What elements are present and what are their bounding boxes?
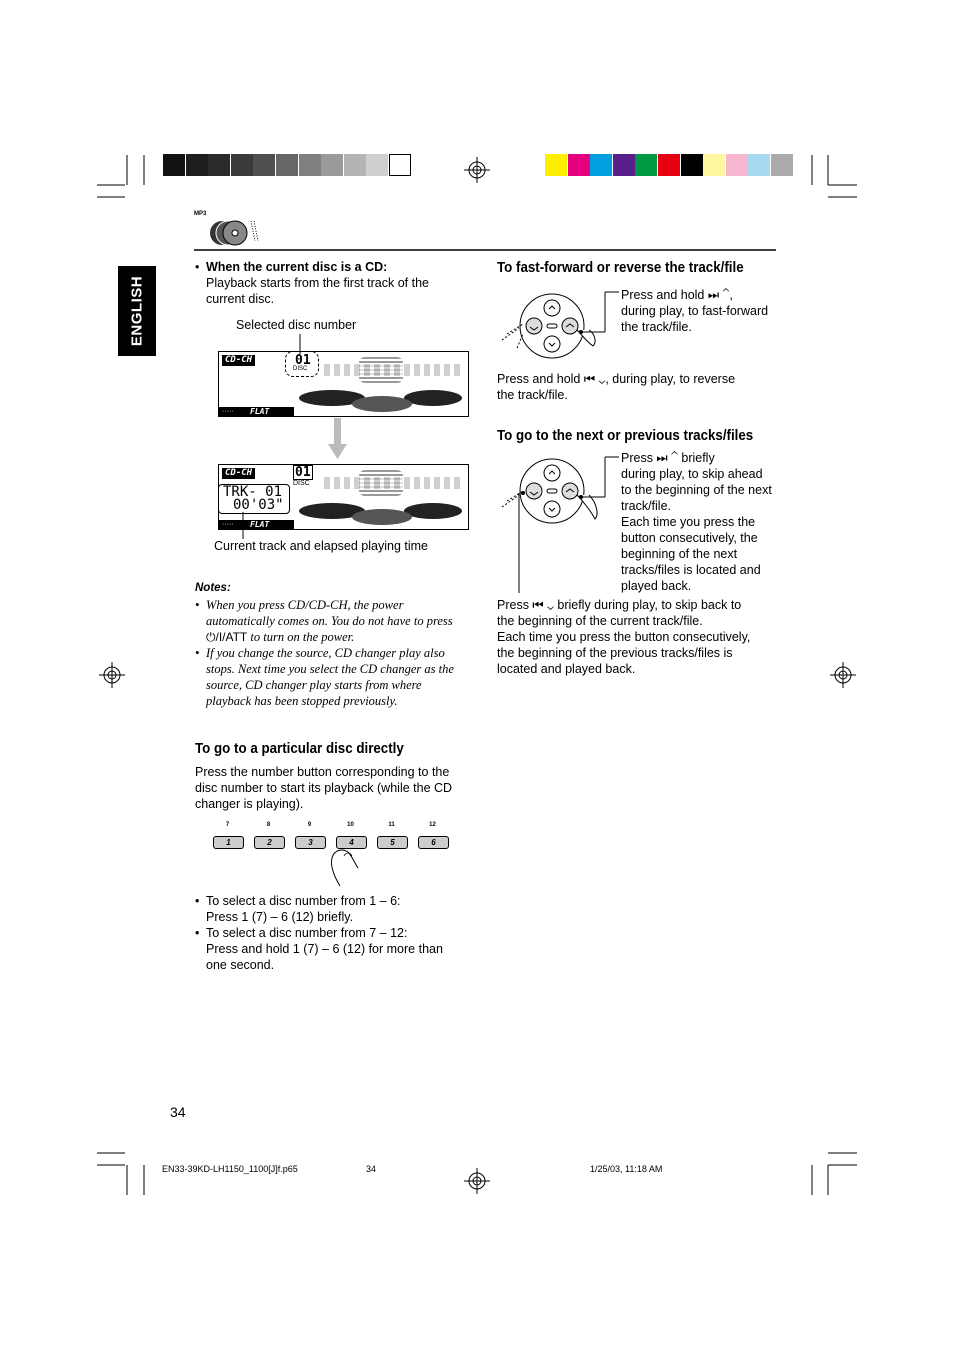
bullet-line: Press 1 (7) – 6 (12) briefly. xyxy=(206,910,354,924)
mp3-badge: MP3 xyxy=(194,211,207,217)
mp3-disc-icon xyxy=(194,211,264,247)
prev-line: the beginning of the current track/file. xyxy=(497,614,703,628)
prev-line: Each time you press the button consecutively, xyxy=(497,630,751,644)
color-swatch xyxy=(163,154,185,176)
color-swatch xyxy=(726,154,748,176)
bullet-line: To select a disc number from 1 – 6: xyxy=(206,894,401,908)
color-swatch xyxy=(389,154,411,176)
button-alt-number: 10 xyxy=(347,822,354,828)
source-indicator: CD-CH xyxy=(222,468,255,479)
rev-line: the track/file. xyxy=(497,388,568,402)
disc-number: 01 xyxy=(295,465,311,480)
selected-disc-label: Selected disc number xyxy=(236,318,357,332)
button-alt-number: 8 xyxy=(266,822,271,828)
source-indicator: CD-CH xyxy=(222,355,255,366)
color-swatch xyxy=(681,154,703,176)
cd-bullet-title: When the current disc is a CD: xyxy=(206,260,388,274)
color-swatch xyxy=(321,154,343,176)
color-swatch xyxy=(613,154,635,176)
note-line: stops. Next time you select the CD changer as the xyxy=(206,662,454,676)
note-line: automatically comes on. You do not have to press xyxy=(206,614,453,628)
note-line: If you change the source, CD changer play also xyxy=(206,646,445,660)
number-button-3[interactable]: 3 xyxy=(295,836,326,849)
current-track-label: Current track and elapsed playing time xyxy=(214,539,429,553)
next-prev-heading: To go to the next or previous tracks/files xyxy=(497,428,754,444)
color-swatch xyxy=(635,154,657,176)
footer-file: EN33-39KD-LH1150_1100[J]f.p65 xyxy=(162,1164,298,1174)
ff-callout-line: Press and hold ⏭ ⌃, xyxy=(621,288,733,302)
cd-bullet-line: current disc. xyxy=(206,292,275,306)
color-swatch xyxy=(208,154,230,176)
eq-indicator: FLAT xyxy=(247,520,272,529)
color-swatch xyxy=(344,154,366,176)
disc-number: 01 xyxy=(295,353,311,368)
color-swatch xyxy=(231,154,253,176)
color-swatch xyxy=(748,154,770,176)
bullet-line: To select a disc number from 7 – 12: xyxy=(206,926,408,940)
button-alt-number: 11 xyxy=(388,822,395,828)
language-tab xyxy=(118,266,156,356)
next-callout-line: during play, to skip ahead xyxy=(621,467,763,481)
button-alt-number: 7 xyxy=(225,822,230,828)
next-callout-line: button consecutively, the xyxy=(621,531,758,545)
disc-direct-heading: To go to a particular disc directly xyxy=(195,741,404,757)
next-callout-line: played back. xyxy=(621,579,692,593)
eq-indicator: FLAT xyxy=(247,407,272,416)
note-line: When you press CD/CD-CH, the power xyxy=(206,598,404,612)
number-button-5[interactable]: 5 xyxy=(377,836,408,849)
prev-line: Press ⏮ ⌄ briefly during play, to skip back to xyxy=(497,598,742,612)
color-swatch xyxy=(299,154,321,176)
next-callout-line: Each time you press the xyxy=(621,515,756,529)
disc-direct-line: changer is playing). xyxy=(195,797,304,811)
prev-line: the beginning of the previous tracks/files is xyxy=(497,646,733,660)
color-swatch xyxy=(186,154,208,176)
elapsed-time: 00'03" xyxy=(233,497,284,513)
cd-bullet-line: Playback starts from the first track of the xyxy=(206,276,429,290)
note-line: to turn on the power. xyxy=(250,630,355,644)
color-swatch xyxy=(590,154,612,176)
prev-line: located and played back. xyxy=(497,662,636,676)
number-button-6[interactable]: 6 xyxy=(418,836,449,849)
next-callout-line: beginning of the next xyxy=(621,547,738,561)
number-button-1[interactable]: 1 xyxy=(213,836,244,849)
lcd-dots: ····· xyxy=(219,520,294,529)
bullet-line: Press and hold 1 (7) – 6 (12) for more than xyxy=(206,942,443,956)
disc-direct-line: Press the number button corresponding to the xyxy=(195,765,450,779)
ff-callout-line: during play, to fast-forward xyxy=(621,304,769,318)
control-pad-diagram-skip xyxy=(497,455,622,595)
footer-date: 1/25/03, 11:18 AM xyxy=(590,1164,663,1174)
button-alt-number: 12 xyxy=(429,822,436,828)
color-swatch xyxy=(253,154,275,176)
color-swatch xyxy=(771,154,793,176)
ff-callout-line: the track/file. xyxy=(621,320,692,334)
color-swatch xyxy=(545,154,567,176)
cd-bullet: • When the current disc is a CD: Playback starts from the first track of the current disc. xyxy=(194,259,464,307)
number-button-4[interactable]: 4 xyxy=(336,836,367,849)
fast-forward-heading: To fast-forward or reverse the track/file xyxy=(497,260,744,276)
color-swatch xyxy=(703,154,725,176)
disc-word: DISC xyxy=(293,480,310,487)
note-line: source, CD changer play starts from where xyxy=(206,678,422,692)
next-callout-line: tracks/files is located and xyxy=(621,563,761,577)
color-swatch xyxy=(568,154,590,176)
next-callout-line: Press ⏭ ⌃ briefly xyxy=(621,451,715,465)
language-tab-label: ENGLISH xyxy=(128,275,146,347)
next-callout-line: track/file. xyxy=(621,499,672,513)
page-number: 34 xyxy=(170,1104,186,1120)
button-alt-number: 9 xyxy=(307,822,312,828)
callout-lines xyxy=(238,334,308,540)
lcd-dots: ····· xyxy=(219,407,294,416)
down-arrow xyxy=(328,418,348,460)
number-button-2[interactable]: 2 xyxy=(254,836,285,849)
disc-word: DISC xyxy=(293,366,308,372)
notes: Notes: • When you press CD/CD-CH, the power automatically comes on. You do not have to press ⏻/I/ATT to turn on the power. • If you change the source, CD changer play also stops. Next time you select the CD changer as the source, CD changer play starts from where playback has been stopped previously. xyxy=(195,580,470,709)
bullet-line: one second. xyxy=(206,958,275,972)
notes-title: Notes: xyxy=(195,582,231,594)
note-line: playback has been stopped previously. xyxy=(206,694,398,708)
color-swatch xyxy=(366,154,388,176)
color-swatch xyxy=(276,154,298,176)
disc-direct-line: disc number to start its playback (while the CD xyxy=(195,781,453,795)
track-number: TRK- 01 xyxy=(223,484,283,500)
power-att-label: ⏻/I/ATT xyxy=(206,630,248,644)
footer-page: 34 xyxy=(366,1164,377,1174)
color-swatch xyxy=(658,154,680,176)
rev-line: Press and hold ⏮ ⌄, during play, to reverse xyxy=(497,372,736,386)
finger-icon xyxy=(318,846,368,888)
next-callout-line: to the beginning of the next xyxy=(621,483,772,497)
control-pad-diagram-ff xyxy=(497,290,622,362)
